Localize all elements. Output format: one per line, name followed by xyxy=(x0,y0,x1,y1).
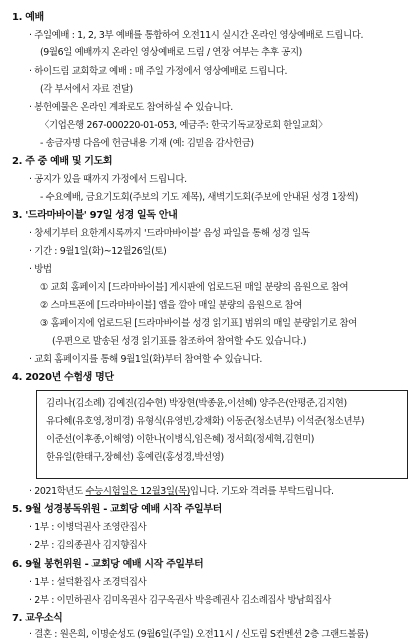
weekday-home-line: · 공지가 있을 때까지 가정에서 드립니다. xyxy=(29,174,187,185)
bible-method-1: ① 교회 홈페이지 [드라마바이블] 게시판에 업로드된 매일 분량의 음원으로 참여 xyxy=(40,282,349,293)
section-member-news-heading: 7. 교우소식 xyxy=(12,613,63,624)
section-weekday-heading: 2. 주 중 예배 및 기도회 xyxy=(12,156,113,167)
readers-second-service: · 2부 : 김의종권사 김지향집사 xyxy=(29,540,147,551)
bible-method-2: ② 스마트폰에 [드라마바이블] 앱을 깔아 매일 분량의 음원으로 참여 xyxy=(40,300,303,311)
roster-row-2: 유다혜(유호영,정미경) 유형식(유영빈,강채화) 이동준(청소년부) 이석준(청소년부) xyxy=(46,416,365,427)
wedding-news-line: · 결혼 : 원은희, 이명순성도 (9월6일(주일) 오전11시 / 신도림 S컨벤션 2층 그랜드볼룸) xyxy=(29,629,369,640)
examinee-roster-box xyxy=(36,390,408,479)
exam-date-note xyxy=(29,485,334,499)
roster-row-1: 김리나(김소례) 김예진(김수현) 박장현(박종윤,이선혜) 양주은(안평준,김지현) xyxy=(46,398,347,409)
exam-date-underlined: 수능시험일은 12월3일(목) xyxy=(85,486,190,497)
bible-homepage-line: · 교회 홈페이지를 통해 9월1일(화)부터 참여할 수 있습니다. xyxy=(29,354,263,365)
bible-reading-period: · 기간 : 9월1일(화)~12월26일(토) xyxy=(29,246,167,257)
bible-method-3-note: (우편으로 발송된 성경 읽기표를 참조하여 참여할 수도 있습니다.) xyxy=(52,336,307,347)
readers-first-service: · 1부 : 이병덕권사 조영란집사 xyxy=(29,522,147,533)
weekday-services-line: - 수요예배, 금요기도회(주보의 기도 제목), 새벽기도회(주보에 안내된 성경 1장씩) xyxy=(40,192,359,203)
roster-row-3: 이준선(이후종,이해영) 이한나(이병식,임은혜) 정서희(정세혁,김현미) xyxy=(46,434,315,445)
exam-note-prefix: · 2021학년도 xyxy=(29,486,86,497)
section-worship-heading: 1. 예배 xyxy=(12,12,44,23)
section-scripture-readers-heading: 5. 9월 성경봉독위원 - 교회당 예배 시작 주일부터 xyxy=(12,504,222,515)
roster-row-4: 한유일(한태구,장혜선) 홍예린(홍성경,박선영) xyxy=(46,452,224,463)
section-examinees-heading: 4. 2020년 수험생 명단 xyxy=(12,372,114,383)
section-bible-reading-heading: 3. '드라마바이블' 97일 성경 일독 안내 xyxy=(12,210,178,221)
bank-account-line: 〈기업은행 267-000220-01-053, 예금주: 한국기독교장로회 한일교회〉 xyxy=(40,120,328,131)
church-school-note: (각 부서에서 자료 전달) xyxy=(40,84,133,95)
bible-reading-method-label: · 방법 xyxy=(29,264,52,275)
exam-note-suffix: 입니다. 기도와 격려를 부탁드립니다. xyxy=(189,486,334,497)
section-offering-committee-heading: 6. 9월 봉헌위원 - 교회당 예배 시작 주일부터 xyxy=(12,559,204,570)
offering-first-service: · 1부 : 설덕환집사 조경덕집사 xyxy=(29,577,147,588)
offering-line: · 봉헌예물은 온라인 계좌로도 참여하실 수 있습니다. xyxy=(29,102,233,113)
church-school-line: · 하이드림 교회학교 예배 : 매 주일 가정에서 영상예배로 드립니다. xyxy=(29,66,288,77)
offering-second-service: · 2부 : 이민하권사 김미옥권사 김구옥권사 박응례권사 김소례집사 방남희집사 xyxy=(29,595,331,606)
online-worship-note: (9월6일 예배까지 온라인 영상예배로 드림 / 연장 여부는 추후 공지) xyxy=(40,47,302,58)
bible-reading-intro: · 창세기부터 요한계시록까지 '드라마바이블' 음성 파일을 통해 성경 일독 xyxy=(29,228,310,239)
sunday-worship-line: · 주일예배 : 1, 2, 3부 예배를 통합하여 오전11시 실시간 온라인 영상예배로 드립니다. xyxy=(29,30,364,41)
bible-method-3: ③ 홈페이지에 업로드된 [드라마바이블 성경 읽기표] 범위의 매일 분량읽기로 참여 xyxy=(40,318,357,329)
remittance-note: - 송금자명 다음에 헌금내용 기재 (예: 김믿음 감사헌금) xyxy=(40,138,254,149)
